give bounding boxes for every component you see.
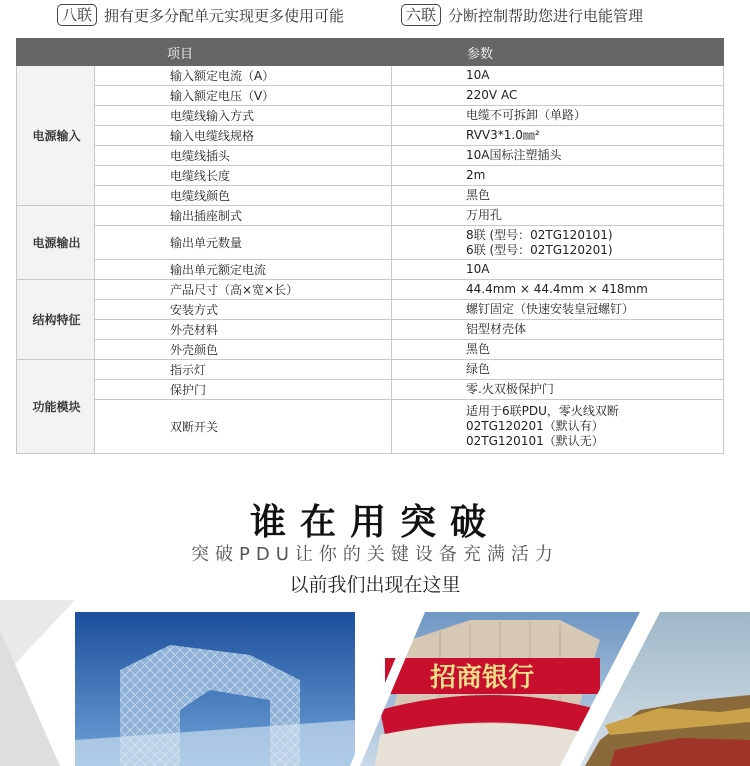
- item-cell: 安装方式: [95, 300, 392, 320]
- feature-text: 拥有更多分配单元实现更多使用可能: [104, 6, 345, 25]
- value-line: 02TG120201（默认有）: [466, 419, 604, 433]
- value-line: 黑色: [466, 342, 491, 356]
- spec-row: [17, 280, 724, 300]
- item-cell: 电缆线插头: [95, 146, 392, 166]
- value-cell: [392, 166, 724, 186]
- item-cell: 输出插座制式: [95, 206, 392, 226]
- value-line: 10A: [466, 262, 490, 276]
- feature-badge: 八联: [57, 4, 97, 26]
- value-line: 10A: [466, 68, 490, 82]
- category-cell: 结构特征: [17, 280, 95, 360]
- who-uses-title: 谁在用突破: [249, 502, 500, 543]
- spec-row: [17, 360, 724, 380]
- value-line: 黑色: [466, 188, 491, 202]
- spec-row: [17, 86, 724, 106]
- who-uses-subtitle: 突破PDU让你的关键设备充满活力: [191, 544, 559, 565]
- value-cell: [392, 340, 724, 360]
- value-cell: [392, 106, 724, 126]
- value-line: 8联 (型号：02TG120101): [466, 227, 613, 242]
- spec-row: [17, 320, 724, 340]
- value-cell: [392, 380, 724, 400]
- header-item: 项目: [17, 39, 392, 66]
- value-line: 6联 (型号：02TG120201): [466, 242, 613, 257]
- item-cell: 输出单元数量: [95, 226, 392, 260]
- spec-row: [17, 166, 724, 186]
- item-cell: 输入额定电流（A）: [95, 66, 392, 86]
- item-cell: 保护门: [95, 380, 392, 400]
- value-line: 零.火双极保护门: [466, 382, 554, 396]
- feature-eight-outlet: [57, 4, 344, 26]
- cctv-building-photo: [75, 612, 355, 766]
- feature-text: 分断控制帮助您进行电能管理: [448, 6, 644, 25]
- value-line: RVV3*1.0㎜²: [466, 128, 540, 142]
- value-cell: [392, 146, 724, 166]
- item-cell: 电缆线颜色: [95, 186, 392, 206]
- spec-table: [16, 38, 724, 454]
- category-cell: 电源输出: [17, 206, 95, 280]
- value-line: 2m: [466, 168, 486, 182]
- spec-table-header: [17, 39, 724, 66]
- value-line: 10A国标注塑插头: [466, 148, 562, 162]
- value-line: 44.4mm × 44.4mm × 418mm: [466, 282, 648, 296]
- spec-row: [17, 206, 724, 226]
- value-cell: [392, 186, 724, 206]
- feature-line: [0, 4, 750, 30]
- feature-badge: 六联: [401, 4, 441, 26]
- value-line: 适用于6联PDU，零火线双断: [466, 404, 619, 418]
- value-line: 绿色: [466, 362, 491, 376]
- item-cell: 电缆线长度: [95, 166, 392, 186]
- item-cell: 外壳材料: [95, 320, 392, 340]
- who-uses-subtitle-2: 以前我们出现在这里: [289, 574, 461, 596]
- spec-row: [17, 300, 724, 320]
- item-cell: 输入电缆线规格: [95, 126, 392, 146]
- value-cell: [392, 400, 724, 454]
- value-cell: [392, 206, 724, 226]
- spec-row: [17, 380, 724, 400]
- value-cell: [392, 320, 724, 340]
- customer-photo-strip: [0, 600, 750, 766]
- spec-row: [17, 340, 724, 360]
- item-cell: 电缆线输入方式: [95, 106, 392, 126]
- value-cell: [392, 300, 724, 320]
- spec-row: [17, 400, 724, 454]
- value-cell: [392, 280, 724, 300]
- item-cell: 指示灯: [95, 360, 392, 380]
- feature-six-outlet: [401, 4, 643, 26]
- spec-row: [17, 186, 724, 206]
- value-line: 铝型材壳体: [466, 322, 527, 336]
- value-cell: [392, 226, 724, 260]
- value-cell: [392, 360, 724, 380]
- spec-row: [17, 226, 724, 260]
- header-param: 参数: [392, 39, 724, 66]
- value-line: 02TG120101（默认无）: [466, 434, 604, 448]
- spec-row: [17, 260, 724, 280]
- spec-row: [17, 126, 724, 146]
- item-cell: 输出单元额定电流: [95, 260, 392, 280]
- bank-sign: 招商银行: [430, 663, 535, 693]
- decor-triangle: [0, 630, 60, 766]
- value-cell: [392, 260, 724, 280]
- value-cell: [392, 126, 724, 146]
- value-line: 电缆不可拆卸（单路）: [466, 108, 587, 122]
- value-line: 万用孔: [466, 208, 503, 222]
- spec-row: [17, 146, 724, 166]
- value-line: 螺钉固定（快速安装皇冠螺钉）: [466, 302, 635, 316]
- item-cell: 产品尺寸（高×宽×长）: [95, 280, 392, 300]
- value-cell: [392, 66, 724, 86]
- value-cell: [392, 86, 724, 106]
- spec-row: [17, 106, 724, 126]
- item-cell: 外壳颜色: [95, 340, 392, 360]
- item-cell: 双断开关: [95, 400, 392, 454]
- category-cell: 功能模块: [17, 360, 95, 454]
- category-cell: 电源输入: [17, 66, 95, 206]
- spec-row: [17, 66, 724, 86]
- item-cell: 输入额定电压（V）: [95, 86, 392, 106]
- value-line: 220V AC: [466, 88, 518, 102]
